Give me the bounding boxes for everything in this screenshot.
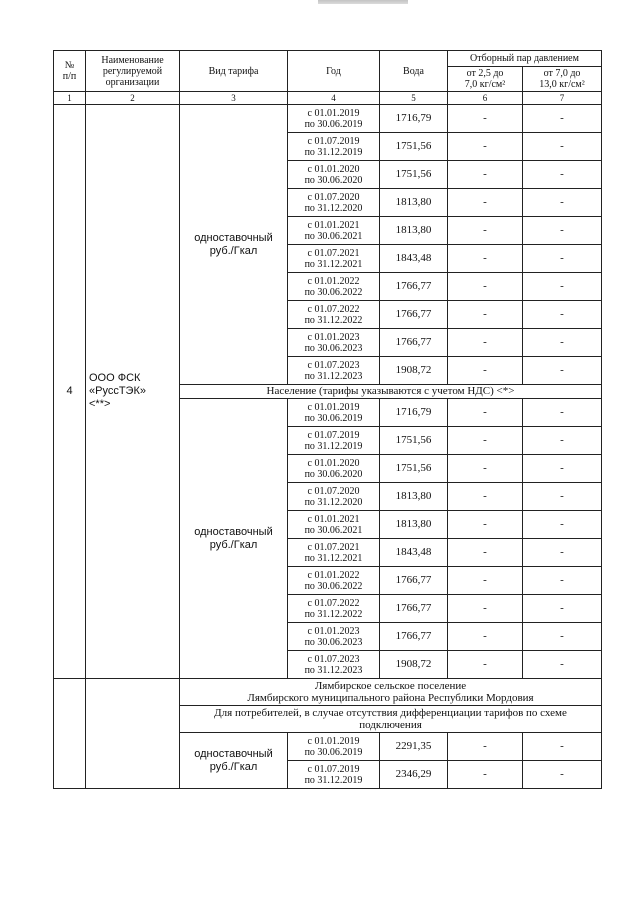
steam-low-value: - (448, 623, 523, 651)
water-value: 1766,77 (380, 567, 448, 595)
water-value: 1766,77 (380, 301, 448, 329)
period-cell: с 01.07.2019 по 31.12.2019 (288, 427, 380, 455)
steam-low-value: - (448, 357, 523, 385)
water-value: 2346,29 (380, 761, 448, 789)
period-cell: с 01.01.2020 по 30.06.2020 (288, 455, 380, 483)
column-index: 5 (380, 92, 448, 105)
steam-high-value: - (523, 733, 602, 761)
period-cell: с 01.01.2022 по 30.06.2022 (288, 567, 380, 595)
steam-high-value: - (523, 623, 602, 651)
period-cell: с 01.01.2020 по 30.06.2020 (288, 161, 380, 189)
period-cell: с 01.01.2023 по 30.06.2023 (288, 329, 380, 357)
water-value: 1751,56 (380, 161, 448, 189)
column-index: 6 (448, 92, 523, 105)
water-value: 1766,77 (380, 623, 448, 651)
period-cell: с 01.07.2022 по 31.12.2022 (288, 301, 380, 329)
steam-low-value: - (448, 595, 523, 623)
steam-high-value: - (523, 595, 602, 623)
period-cell: с 01.01.2019 по 30.06.2019 (288, 399, 380, 427)
tariff-kind: одноставочный руб./Гкал (180, 733, 288, 789)
steam-low-value: - (448, 133, 523, 161)
steam-low-value: - (448, 567, 523, 595)
column-index: 3 (180, 92, 288, 105)
water-value: 1716,79 (380, 105, 448, 133)
header-tariff-kind: Вид тарифа (180, 51, 288, 92)
column-index-row (54, 92, 602, 105)
population-header: Население (тарифы указываются с учетом НДС) <*> (180, 385, 602, 399)
steam-low-value: - (448, 161, 523, 189)
org-number-empty (54, 679, 86, 789)
header-number: № п/п (54, 51, 86, 92)
period-cell: с 01.07.2023 по 31.12.2023 (288, 357, 380, 385)
settlement-header: Лямбирское сельское поселение Лямбирского муниципального района Республики Мордовия (180, 679, 602, 706)
steam-high-value: - (523, 399, 602, 427)
column-index: 4 (288, 92, 380, 105)
steam-low-value: - (448, 301, 523, 329)
steam-low-value: - (448, 483, 523, 511)
water-value: 1908,72 (380, 357, 448, 385)
column-index: 1 (54, 92, 86, 105)
water-value: 1843,48 (380, 539, 448, 567)
header-steam-high: от 7,0 до 13,0 кг/см² (523, 67, 602, 92)
steam-low-value: - (448, 399, 523, 427)
period-cell: с 01.01.2021 по 30.06.2021 (288, 511, 380, 539)
header-water: Вода (380, 51, 448, 92)
table-row (54, 105, 602, 133)
steam-high-value: - (523, 273, 602, 301)
water-value: 1813,80 (380, 511, 448, 539)
period-cell: с 01.07.2019 по 31.12.2019 (288, 133, 380, 161)
steam-high-value: - (523, 105, 602, 133)
steam-high-value: - (523, 217, 602, 245)
period-cell: с 01.07.2022 по 31.12.2022 (288, 595, 380, 623)
steam-high-value: - (523, 567, 602, 595)
steam-low-value: - (448, 733, 523, 761)
water-value: 1813,80 (380, 217, 448, 245)
steam-high-value: - (523, 651, 602, 679)
water-value: 1813,80 (380, 189, 448, 217)
steam-high-value: - (523, 161, 602, 189)
steam-high-value: - (523, 455, 602, 483)
steam-low-value: - (448, 511, 523, 539)
steam-low-value: - (448, 105, 523, 133)
steam-low-value: - (448, 217, 523, 245)
org-name-empty (86, 679, 180, 789)
page-top-mark (318, 0, 408, 4)
water-value: 1766,77 (380, 329, 448, 357)
water-value: 1843,48 (380, 245, 448, 273)
tariff-kind: одноставочный руб./Гкал (180, 105, 288, 385)
water-value: 1766,77 (380, 273, 448, 301)
period-cell: с 01.01.2022 по 30.06.2022 (288, 273, 380, 301)
steam-high-value: - (523, 189, 602, 217)
steam-high-value: - (523, 301, 602, 329)
water-value: 1716,79 (380, 399, 448, 427)
water-value: 1751,56 (380, 427, 448, 455)
water-value: 2291,35 (380, 733, 448, 761)
water-value: 1813,80 (380, 483, 448, 511)
steam-low-value: - (448, 761, 523, 789)
steam-high-value: - (523, 357, 602, 385)
steam-low-value: - (448, 651, 523, 679)
steam-high-value: - (523, 539, 602, 567)
steam-high-value: - (523, 427, 602, 455)
water-value: 1751,56 (380, 455, 448, 483)
steam-low-value: - (448, 329, 523, 357)
header-year: Год (288, 51, 380, 92)
steam-low-value: - (448, 539, 523, 567)
org-name: ООО ФСК «РуссТЭК» <**> (86, 105, 180, 679)
steam-high-value: - (523, 761, 602, 789)
steam-high-value: - (523, 511, 602, 539)
period-cell: с 01.07.2021 по 31.12.2021 (288, 245, 380, 273)
period-cell: с 01.01.2023 по 30.06.2023 (288, 623, 380, 651)
water-value: 1908,72 (380, 651, 448, 679)
steam-low-value: - (448, 189, 523, 217)
steam-high-value: - (523, 483, 602, 511)
steam-low-value: - (448, 245, 523, 273)
section-header-row (54, 679, 602, 706)
consumers-header: Для потребителей, в случае отсутствия дифференциации тарифов по схеме подключения (180, 706, 602, 733)
water-value: 1766,77 (380, 595, 448, 623)
water-value: 1751,56 (380, 133, 448, 161)
steam-low-value: - (448, 427, 523, 455)
tariff-table (53, 50, 602, 789)
steam-high-value: - (523, 133, 602, 161)
column-index: 2 (86, 92, 180, 105)
steam-high-value: - (523, 245, 602, 273)
column-index: 7 (523, 92, 602, 105)
period-cell: с 01.07.2020 по 31.12.2020 (288, 189, 380, 217)
period-cell: с 01.01.2021 по 30.06.2021 (288, 217, 380, 245)
steam-high-value: - (523, 329, 602, 357)
header-steam: Отборный пар давлением (448, 51, 602, 67)
tariff-kind: одноставочный руб./Гкал (180, 399, 288, 679)
period-cell: с 01.07.2023 по 31.12.2023 (288, 651, 380, 679)
period-cell: с 01.07.2019 по 31.12.2019 (288, 761, 380, 789)
period-cell: с 01.01.2019 по 30.06.2019 (288, 733, 380, 761)
steam-low-value: - (448, 273, 523, 301)
period-cell: с 01.07.2021 по 31.12.2021 (288, 539, 380, 567)
header-organization: Наименование регулируемой организации (86, 51, 180, 92)
steam-low-value: - (448, 455, 523, 483)
header-steam-low: от 2,5 до 7,0 кг/см² (448, 67, 523, 92)
org-number: 4 (54, 105, 86, 679)
period-cell: с 01.07.2020 по 31.12.2020 (288, 483, 380, 511)
period-cell: с 01.01.2019 по 30.06.2019 (288, 105, 380, 133)
